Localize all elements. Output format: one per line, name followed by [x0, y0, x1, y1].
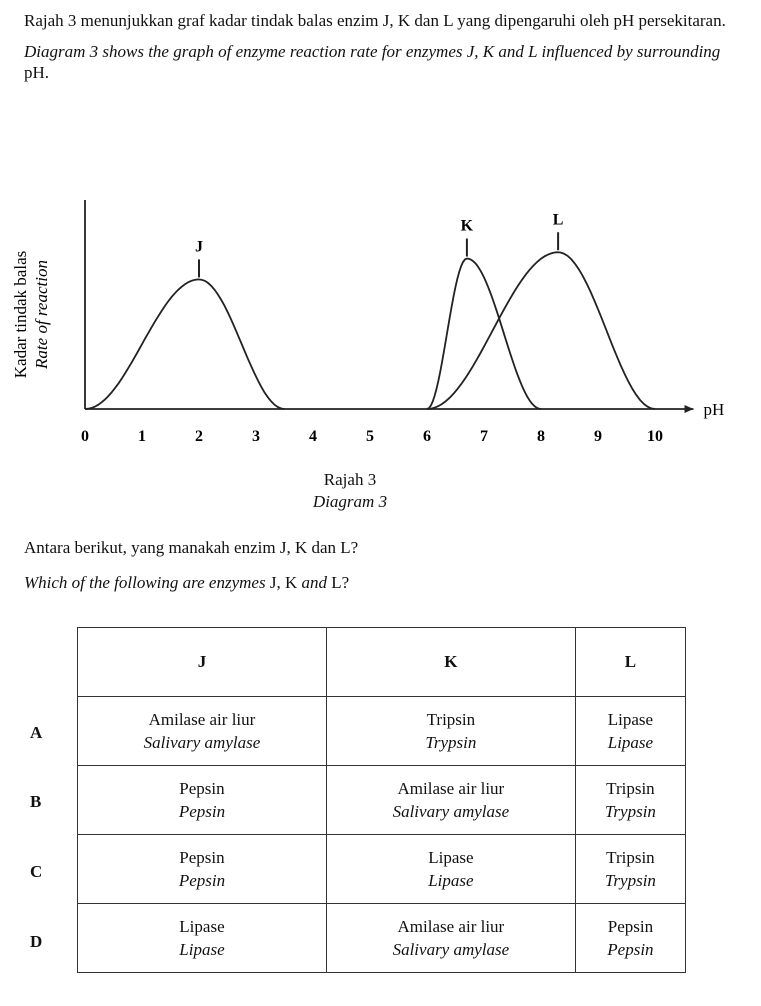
question-english: Which of the following are enzymes J, K and L?	[24, 573, 350, 592]
option-row-b[interactable]	[78, 766, 686, 835]
x-tick-label: 6	[423, 428, 431, 445]
x-tick-label: 8	[537, 428, 545, 445]
curve-label-l: L	[552, 211, 564, 229]
option-label-b[interactable]: B	[30, 792, 42, 811]
table-cell: Pepsin Pepsin	[78, 835, 327, 904]
caption-english: Diagram 3	[312, 492, 388, 511]
table-cell: Amilase air liur Salivary amylase	[326, 766, 575, 835]
curve-k	[427, 259, 541, 410]
x-tick-label: 2	[195, 428, 203, 445]
enzyme-curves	[85, 252, 655, 409]
table-cell: Tripsin Trypsin	[326, 697, 575, 766]
table-cell: Lipase Lipase	[575, 697, 685, 766]
chart-axes	[11, 200, 724, 419]
header-k: K	[326, 628, 575, 697]
x-tick-label: 9	[594, 428, 602, 445]
x-tick-label: 1	[138, 428, 146, 445]
x-axis-label: pH	[703, 400, 725, 419]
x-tick-label: 3	[252, 428, 260, 445]
x-tick-label: 10	[647, 428, 663, 445]
x-axis-arrow-icon	[685, 405, 694, 413]
table-cell: Lipase Lipase	[326, 835, 575, 904]
curve-j	[85, 279, 285, 409]
curve-label-k: K	[460, 217, 474, 235]
option-label-c[interactable]: C	[30, 862, 43, 881]
x-tick-labels	[81, 428, 663, 445]
option-row-c[interactable]	[78, 835, 686, 904]
table-cell: Lipase Lipase	[78, 904, 327, 973]
x-tick-label: 0	[81, 428, 89, 445]
option-row-a[interactable]	[78, 697, 686, 766]
x-tick-label: 4	[309, 428, 317, 445]
question-intro	[24, 10, 744, 93]
table-header-row	[78, 628, 686, 697]
option-label-d[interactable]: D	[30, 932, 43, 951]
y-axis-label-english: Rate of reaction	[32, 260, 51, 369]
enzyme-rate-chart	[0, 185, 761, 515]
intro-english: Diagram 3 shows the graph of enzyme reaction rate for enzymes J, K and L influenced by surrounding pH.	[24, 42, 721, 82]
table-cell: Pepsin Pepsin	[78, 766, 327, 835]
curve-l	[427, 252, 655, 409]
curve-labels	[195, 211, 563, 277]
header-l: L	[575, 628, 685, 697]
table-cell: Amilase air liur Salivary amylase	[78, 697, 327, 766]
y-axis-label	[11, 251, 51, 378]
curve-label-j: J	[195, 238, 203, 256]
question-malay: Antara berikut, yang manakah enzim J, K dan L?	[24, 538, 359, 557]
table-cell: Pepsin Pepsin	[575, 904, 685, 973]
answer-options-table	[77, 627, 686, 973]
intro-malay: Rajah 3 menunjukkan graf kadar tindak balas enzim J, K dan L yang dipengaruhi oleh pH persekitaran.	[24, 11, 726, 30]
option-label-a[interactable]: A	[30, 723, 43, 742]
table-cell: Tripsin Trypsin	[575, 835, 685, 904]
caption-malay: Rajah 3	[323, 470, 377, 489]
table-cell: Tripsin Trypsin	[575, 766, 685, 835]
y-axis-label-malay: Kadar tindak balas	[11, 250, 30, 379]
table-cell: Amilase air liur Salivary amylase	[326, 904, 575, 973]
option-row-d[interactable]	[78, 904, 686, 973]
header-j: J	[78, 628, 327, 697]
x-tick-label: 5	[366, 428, 374, 445]
x-tick-label: 7	[480, 428, 488, 445]
